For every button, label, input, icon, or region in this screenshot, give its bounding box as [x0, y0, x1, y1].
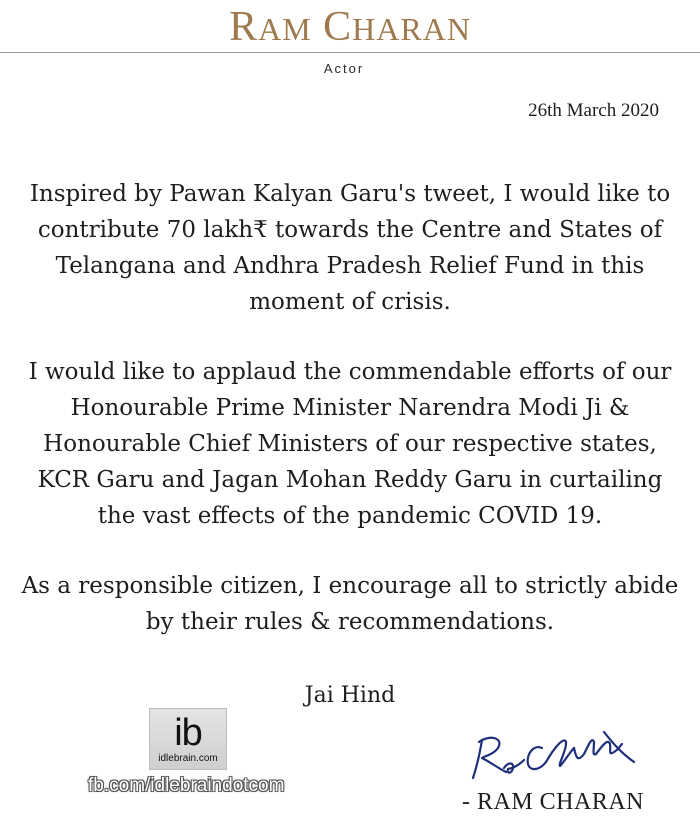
name-rest-am: AM: [258, 11, 312, 47]
letterhead-name: [0, 4, 700, 50]
signature-image: [468, 722, 638, 784]
idlebrain-logo: [149, 708, 227, 770]
paragraph-contribution: Inspired by Pawan Kalyan Garu's tweet, I would like to contribute 70 lakh₹ towards the Centre and States of Telangana and Andhra Pradesh Relief Fund in this moment of crisis.: [29, 181, 671, 315]
paragraph-citizen-appeal: As a responsible citizen, I encourage all to strictly abide by their rules & recommendations.: [21, 573, 679, 635]
letterhead-divider: [0, 52, 700, 53]
name-initial-c: C: [323, 4, 353, 50]
name-rest-haran: HARAN: [352, 11, 471, 47]
name-initial-r: R: [229, 4, 259, 50]
letterhead-subtitle: Actor: [323, 61, 365, 76]
logo-mark: ib: [174, 712, 202, 754]
signatory-name: - RAM CHARAN: [461, 789, 644, 815]
closing-jai-hind: Jai Hind: [304, 683, 396, 708]
logo-domain: idlebrain.com: [158, 753, 218, 764]
paragraph-applaud: I would like to applaud the commendable efforts of our Honourable Prime Minister Narendra Modi Ji & Honourable Chief Ministers of our respective states, KCR Garu and Jagan Mohan Reddy Garu in curtailing the vast effects of the pandemic COVID 19.: [28, 359, 672, 529]
letter-date: 26th March 2020: [528, 100, 659, 121]
watermark-url: fb.com/idlebraindotcom: [88, 775, 285, 796]
letter-body: [20, 176, 680, 640]
